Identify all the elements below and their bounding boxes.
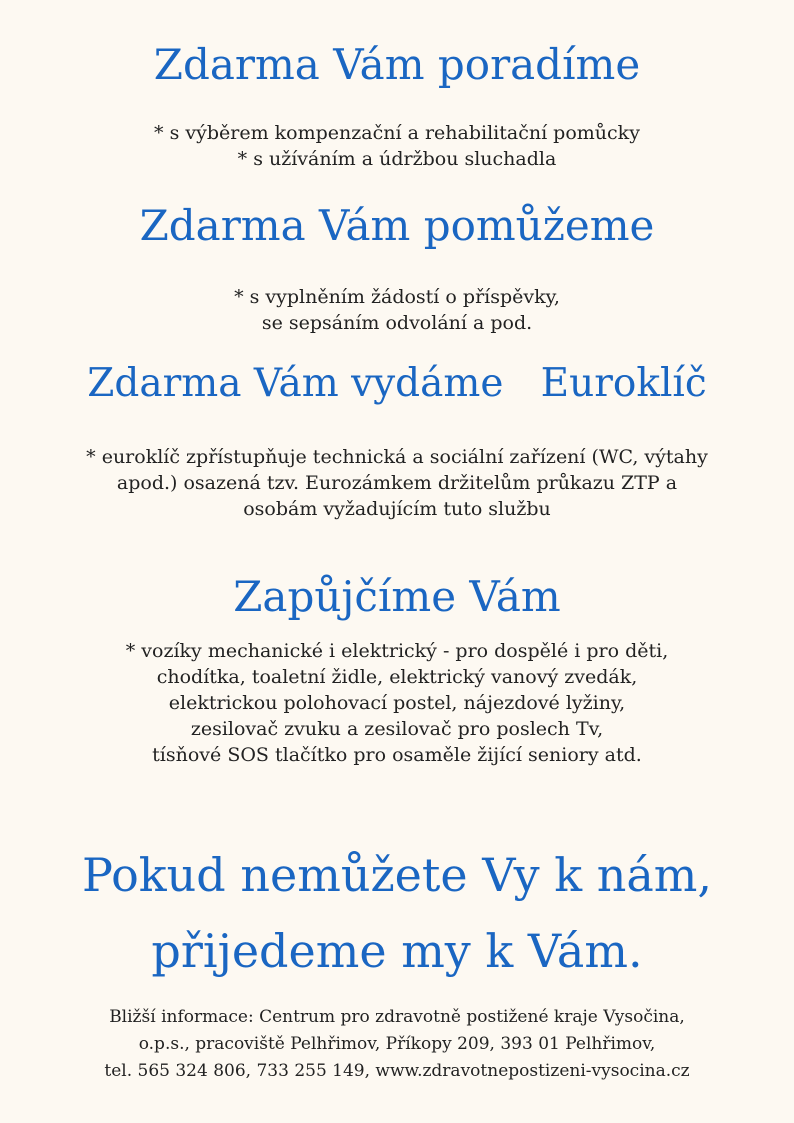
text-line: * euroklíč zpřístupňuje technická a sociální zařízení (WC, výtahy [86,446,708,468]
section-poradime-text [0,120,794,172]
slogan-line-1: Pokud nemůžete Vy k nám, [82,848,712,902]
text-line: apod.) osazená tzv. Eurozámkem držitelům průkazu ZTP a [116,472,678,494]
text-line: * s výběrem kompenzační a rehabilitační pomůcky [154,122,640,144]
text-line: tísňové SOS tlačítko pro osaměle žijící seniory atd. [152,744,642,766]
footer-line: tel. 565 324 806, 733 255 149, www.zdravotnepostizeni-vysocina.cz [104,1061,690,1081]
heading-vydame-euroklic: Zdarma Vám vydáme Euroklíč [87,361,707,406]
heading-zapujcime: Zapůjčíme Vám [233,572,561,621]
contact-footer [0,1004,794,1085]
heading-poradime: Zdarma Vám poradíme [153,40,641,89]
section-euroklic-text [0,444,794,522]
heading-pomuzeme: Zdarma Vám pomůžeme [139,201,655,250]
text-line: osobám vyžadujícím tuto službu [243,498,551,520]
section-zapujcime-text [0,638,794,768]
text-line: * s vyplněním žádostí o příspěvky, [234,286,560,308]
text-line: * vozíky mechanické i elektrický - pro dospělé i pro děti, [125,640,669,662]
footer-line: Bližší informace: Centrum pro zdravotně postižené kraje Vysočina, [109,1007,685,1027]
text-line: chodítka, toaletní židle, elektrický vanový zvedák, [156,666,638,688]
text-line: elektrickou polohovací postel, nájezdové lyžiny, [168,692,626,714]
slogan-line-2: přijedeme my k Vám. [151,924,643,978]
section-pomuzeme-text [0,284,794,336]
footer-line: o.p.s., pracoviště Pelhřimov, Příkopy 209, 393 01 Pelhřimov, [138,1034,656,1054]
text-line: zesilovač zvuku a zesilovač pro poslech Tv, [190,718,604,740]
text-line: se sepsáním odvolání a pod. [261,312,533,334]
text-line: * s užíváním a údržbou sluchadla [237,148,557,170]
